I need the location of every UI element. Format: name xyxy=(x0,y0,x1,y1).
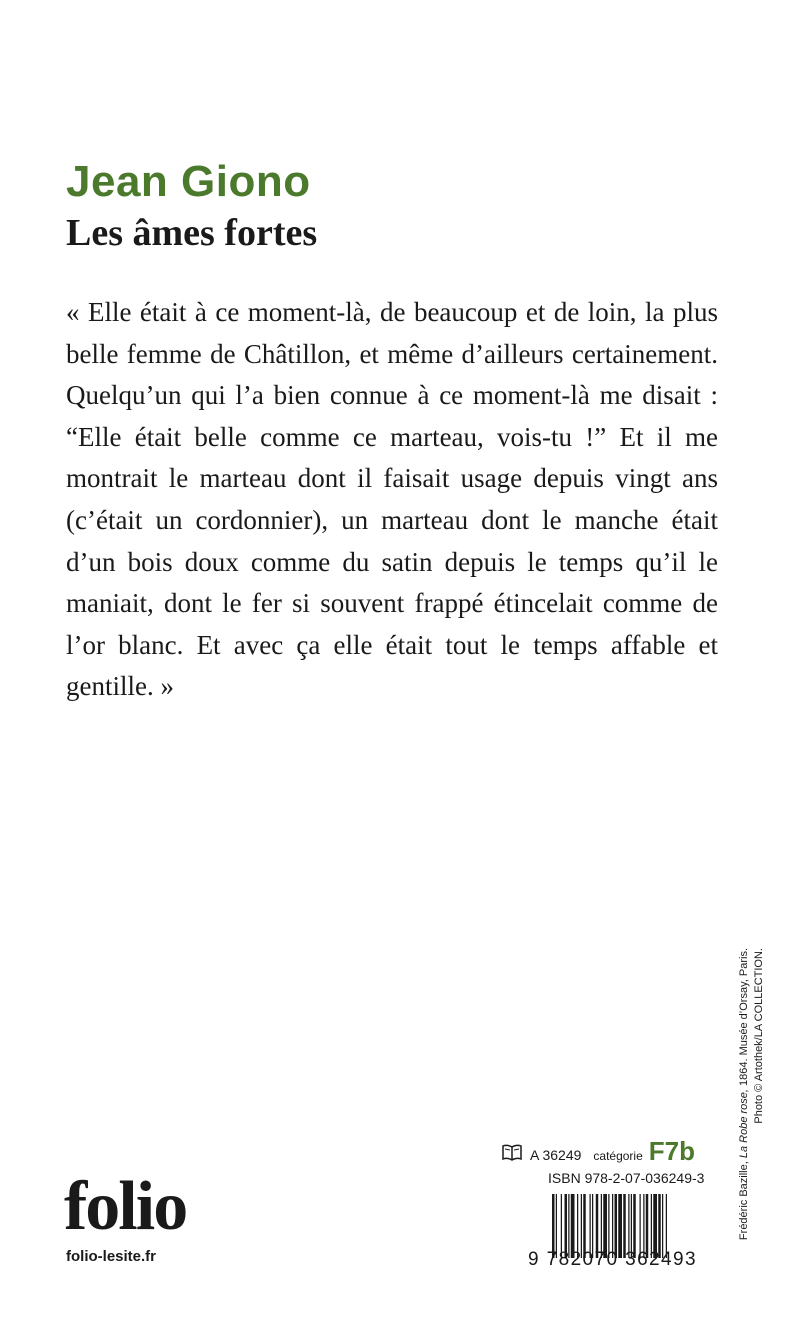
cover-credit xyxy=(737,948,785,1268)
credit-photo: Photo © Artothek/LA COLLECTION. xyxy=(753,948,765,1124)
folio-logo: folio xyxy=(64,1168,187,1245)
book-title: Les âmes fortes xyxy=(66,212,318,254)
credit-artist: Frédéric Bazille, xyxy=(738,1161,750,1241)
credit-details: 1864. Musée d’Orsay, Paris. xyxy=(738,948,750,1086)
catalog-code: A 36249 xyxy=(530,1147,582,1163)
codes-row xyxy=(500,1136,720,1166)
author-name: Jean Giono xyxy=(66,157,311,206)
category-value: F7b xyxy=(648,1136,695,1166)
open-book-icon xyxy=(500,1141,524,1165)
category-label: catégorie xyxy=(593,1149,643,1163)
back-cover-blurb: « Elle était à ce moment-là, de beaucoup et de loin, la plus belle femme de Châtillon, et même d’ailleurs certainement. Quelqu’un qui l’a bien connue à ce moment-là me disait : “Elle était belle comme ce marteau, vois-tu !” Et il me montrait le marteau dont il faisait usage depuis vingt ans (c’était un cordonnier), un marteau dont le manche était d’un bois doux comme du satin depuis le temps qu’il le maniait, dont le fer si souvent frappé étincelait comme de l’or blanc. Et avec ça elle était tout le temps affable et gentille. » xyxy=(66,297,718,702)
credit-line-1 xyxy=(737,948,752,1268)
credit-artwork: La Robe rose, xyxy=(738,1089,750,1159)
publisher-website: folio-lesite.fr xyxy=(66,1248,157,1265)
book-codes xyxy=(500,1136,720,1186)
isbn: ISBN 978-2-07-036249-3 xyxy=(548,1170,705,1186)
barcode-digits: 9 782070 362493 xyxy=(528,1249,697,1270)
